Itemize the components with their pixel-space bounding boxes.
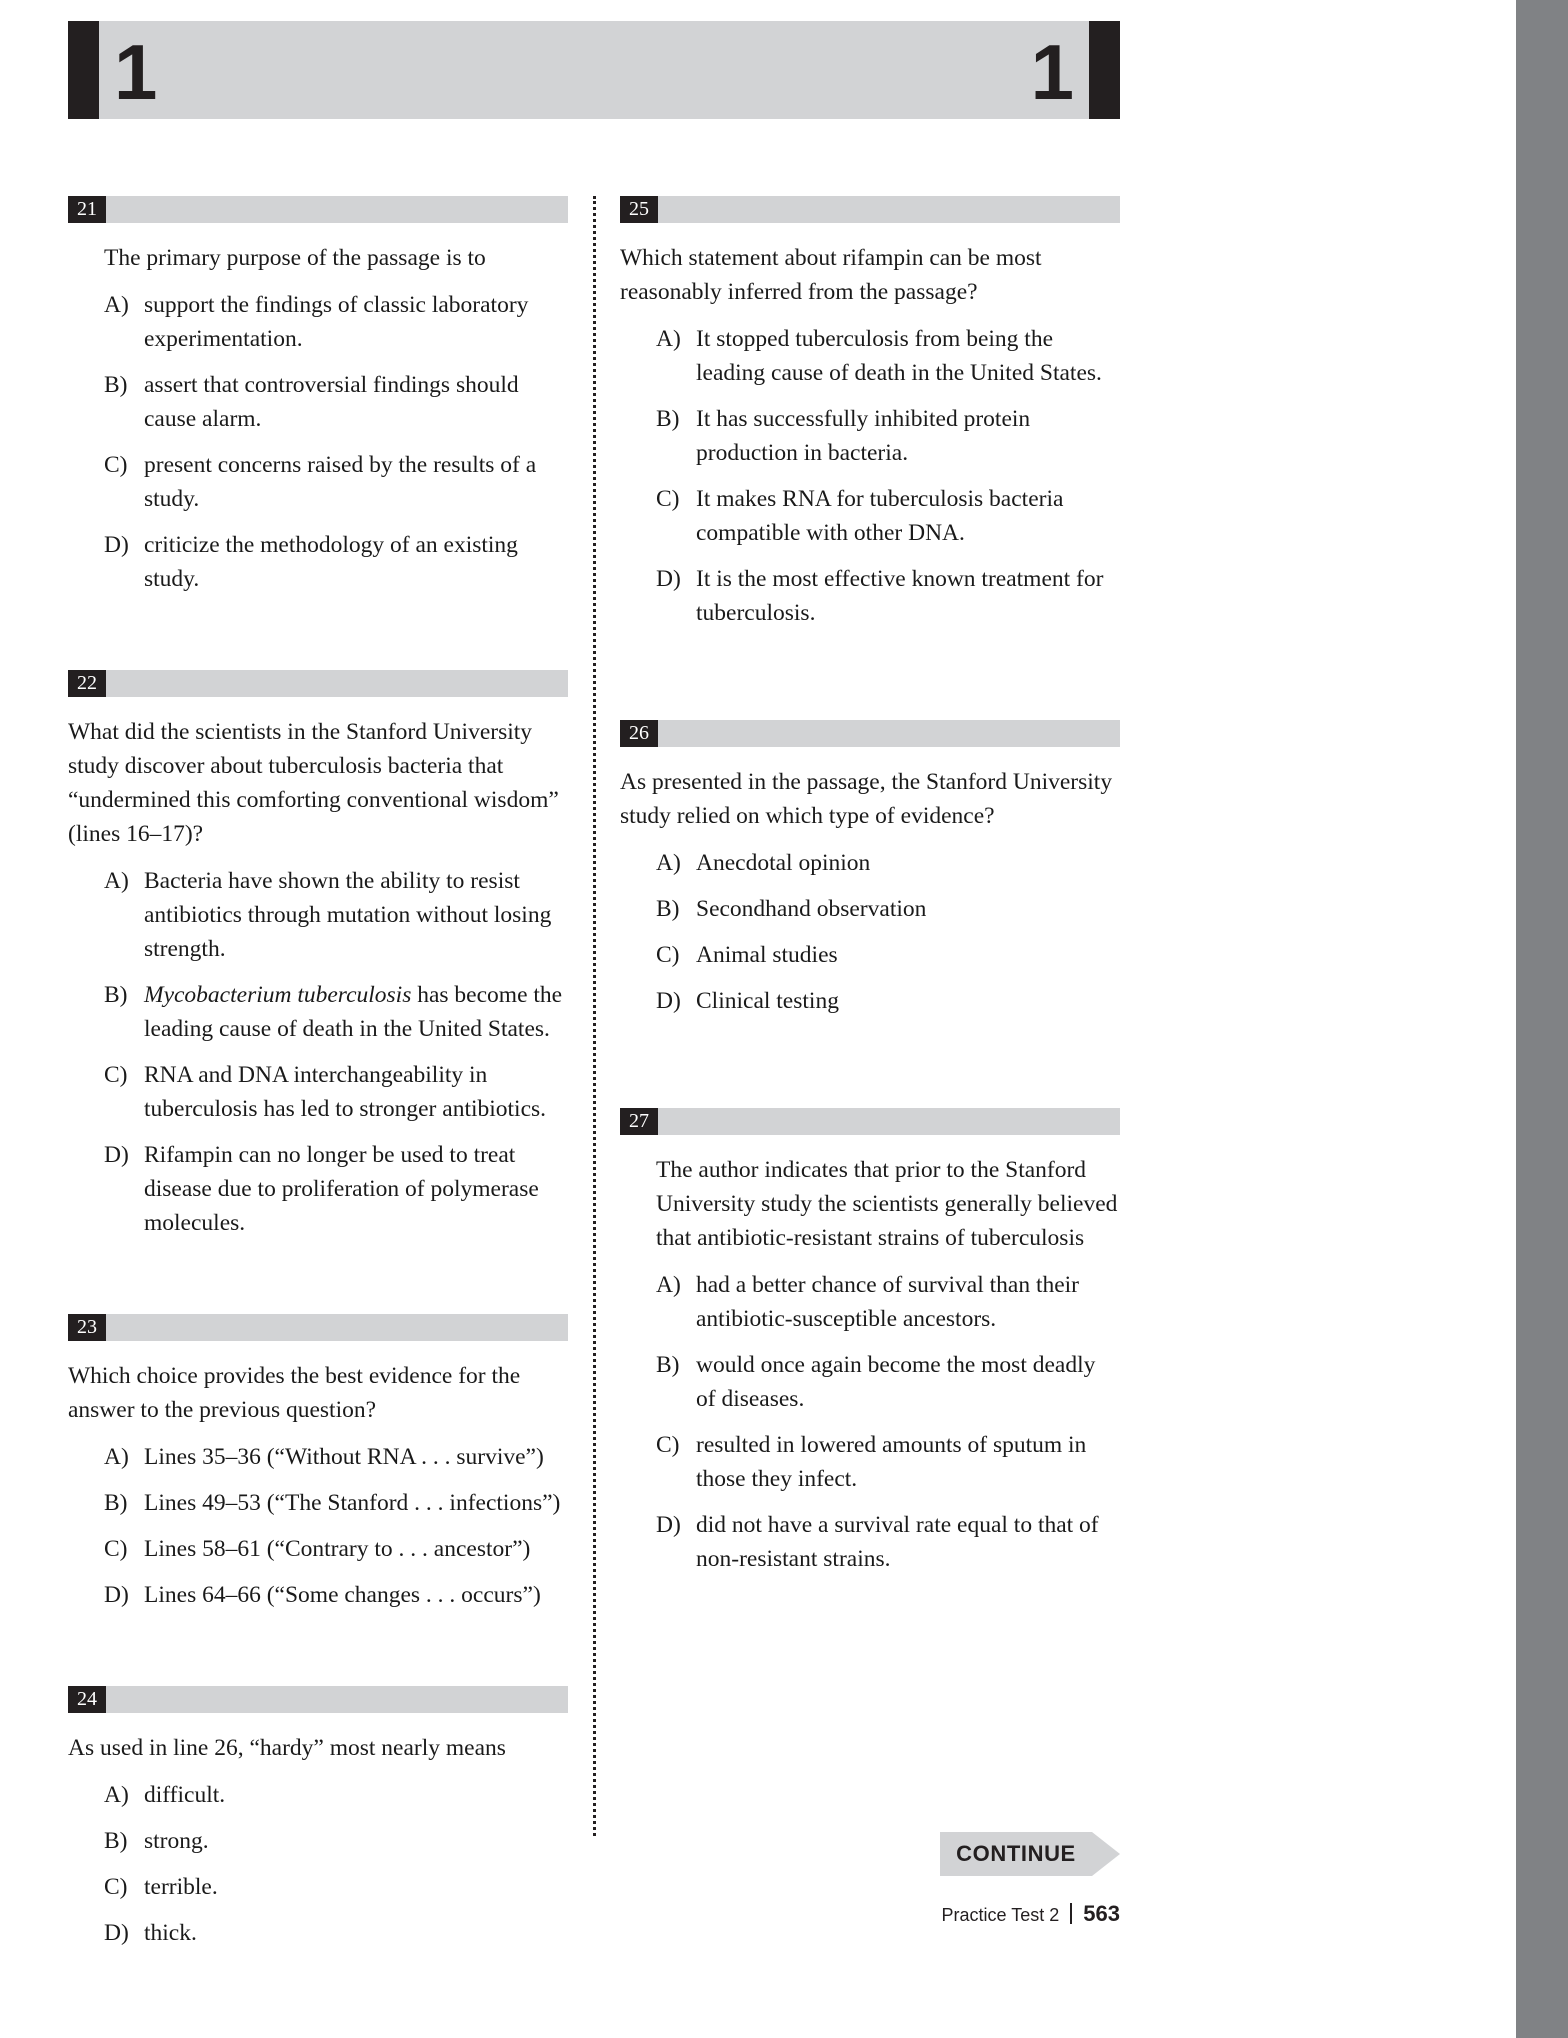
answer-choice-text: would once again become the most deadly of diseases. — [696, 1352, 1096, 1412]
answer-choice-text: Lines 49–53 (“The Stanford . . . infections”) — [144, 1490, 561, 1516]
answer-choice-text: It is the most effective known treatment for tuberculosis. — [696, 566, 1104, 626]
answer-choice[interactable] — [68, 528, 568, 596]
answer-choice-letter: C) — [104, 1874, 128, 1900]
answer-choice-letter: A) — [656, 850, 681, 876]
answer-choice[interactable] — [620, 1268, 1120, 1336]
answer-choice[interactable] — [68, 1916, 568, 1950]
left-column — [68, 196, 568, 1962]
section-number-right: 1 — [1030, 28, 1074, 116]
answer-choice[interactable] — [620, 482, 1120, 550]
answer-choice[interactable] — [620, 938, 1120, 972]
answer-choice[interactable] — [68, 1532, 568, 1566]
answer-choice-list — [68, 1778, 568, 1950]
answer-choice-letter: D) — [656, 566, 681, 592]
answer-choice-text: Lines 58–61 (“Contrary to . . . ancestor”) — [144, 1536, 531, 1562]
answer-choice-text: Mycobacterium tuberculosis has become the leading cause of death in the United States. — [144, 982, 563, 1042]
answer-choice[interactable] — [68, 1058, 568, 1126]
header-left-black-cap — [68, 21, 99, 119]
right-column — [620, 196, 1120, 1588]
question-spacer — [68, 608, 568, 670]
question-spacer — [68, 1252, 568, 1314]
answer-choice-letter: D) — [656, 988, 681, 1014]
question-block — [68, 196, 568, 596]
question-block — [620, 720, 1120, 1018]
answer-choice[interactable] — [620, 562, 1120, 630]
continue-label: CONTINUE — [956, 1841, 1076, 1866]
question-header-band — [620, 1108, 1120, 1135]
answer-choice-letter: C) — [104, 1536, 128, 1562]
answer-choice[interactable] — [68, 288, 568, 356]
question-header-band — [68, 196, 568, 223]
answer-choice[interactable] — [68, 1578, 568, 1612]
question-number: 27 — [620, 1108, 658, 1135]
question-stem: As presented in the passage, the Stanford University study relied on which type of evidence? — [620, 769, 1113, 829]
answer-choice[interactable] — [68, 864, 568, 966]
question-block — [620, 1108, 1120, 1576]
answer-choice-letter: B) — [656, 896, 680, 922]
answer-choice[interactable] — [68, 368, 568, 436]
answer-choice-letter: D) — [104, 1920, 129, 1946]
answer-choice-list — [68, 864, 568, 1240]
answer-choice-text: RNA and DNA interchangeability in tuberculosis has led to stronger antibiotics. — [144, 1062, 547, 1122]
answer-choice-text: Anecdotal opinion — [696, 850, 871, 876]
page-edge-white-gap — [1468, 0, 1516, 2038]
question-block — [68, 1314, 568, 1612]
answer-choice-letter: B) — [104, 372, 128, 398]
question-header-band — [68, 670, 568, 697]
question-number: 23 — [68, 1314, 106, 1341]
answer-choice[interactable] — [620, 892, 1120, 926]
answer-choice-letter: A) — [656, 1272, 681, 1298]
answer-choice[interactable] — [68, 978, 568, 1046]
answer-choice-text: Bacteria have shown the ability to resist antibiotics through mutation without losing strength. — [144, 868, 552, 962]
answer-choice-letter: B) — [104, 982, 128, 1008]
question-block — [68, 1686, 568, 1950]
answer-choice[interactable] — [620, 846, 1120, 880]
answer-choice-letter: D) — [104, 532, 129, 558]
answer-choice[interactable] — [620, 1428, 1120, 1496]
question-spacer — [620, 642, 1120, 720]
answer-choice-text: thick. — [144, 1920, 197, 1946]
answer-choice-letter: C) — [656, 486, 680, 512]
page-edge-gray-strip — [1516, 0, 1568, 2038]
answer-choice-letter: B) — [656, 1352, 680, 1378]
question-number: 24 — [68, 1686, 106, 1713]
footer-page-number: 563 — [1083, 1901, 1120, 1926]
answer-choice-letter: A) — [104, 292, 129, 318]
answer-choice-text: It has successfully inhibited protein production in bacteria. — [696, 406, 1031, 466]
question-stem: What did the scientists in the Stanford University study discover about tuberculosis bacteria that “undermined this comforting conventional wisdom” (lines 16–17)? — [68, 719, 559, 847]
question-header-band — [68, 1314, 568, 1341]
species-name-italic: Mycobacterium tuberculosis — [144, 982, 412, 1008]
header-gray-band — [68, 21, 1120, 119]
answer-choice-letter: B) — [656, 406, 680, 432]
question-stem: As used in line 26, “hardy” most nearly means — [68, 1735, 506, 1761]
question-stem: The author indicates that prior to the Stanford University study the scientists generally believed that antibiotic-resistant strains of tuberculosis — [656, 1157, 1118, 1251]
answer-choice-text: It makes RNA for tuberculosis bacteria compatible with other DNA. — [696, 486, 1064, 546]
question-stem: Which choice provides the best evidence for the answer to the previous question? — [68, 1363, 521, 1423]
answer-choice-letter: D) — [656, 1512, 681, 1538]
answer-choice-text: Secondhand observation — [696, 896, 927, 922]
answer-choice-letter: B) — [104, 1828, 128, 1854]
continue-arrow-icon — [1092, 1832, 1120, 1876]
answer-choice-letter: A) — [104, 868, 129, 894]
answer-choice-text: resulted in lowered amounts of sputum in those they infect. — [696, 1432, 1087, 1492]
answer-choice-text: Rifampin can no longer be used to treat disease due to proliferation of polymerase molecules. — [144, 1142, 539, 1236]
column-divider — [593, 196, 596, 1836]
question-block — [68, 670, 568, 1240]
answer-choice-letter: C) — [104, 452, 128, 478]
question-number: 21 — [68, 196, 106, 223]
question-header-band — [620, 720, 1120, 747]
question-spacer — [620, 1030, 1120, 1108]
answer-choice-text: assert that controversial findings should cause alarm. — [144, 372, 519, 432]
answer-choice-text: did not have a survival rate equal to that of non-resistant strains. — [696, 1512, 1099, 1572]
question-number: 25 — [620, 196, 658, 223]
answer-choice-text: Lines 35–36 (“Without RNA . . . survive”) — [144, 1444, 544, 1470]
section-running-header — [68, 21, 1120, 119]
page-footer — [942, 1900, 1120, 1927]
question-number: 26 — [620, 720, 658, 747]
answer-choice-letter: B) — [104, 1490, 128, 1516]
answer-choice-text: It stopped tuberculosis from being the leading cause of death in the United States. — [696, 326, 1102, 386]
answer-choice[interactable] — [68, 1486, 568, 1520]
answer-choice[interactable] — [68, 448, 568, 516]
question-header-band — [68, 1686, 568, 1713]
answer-choice-text: Animal studies — [696, 942, 838, 968]
answer-choice-letter: D) — [104, 1582, 129, 1608]
answer-choice-text: Lines 64–66 (“Some changes . . . occurs”) — [144, 1582, 541, 1608]
answer-choice[interactable] — [68, 1440, 568, 1474]
answer-choice[interactable] — [620, 984, 1120, 1018]
answer-choice-text: had a better chance of survival than their antibiotic-susceptible ancestors. — [696, 1272, 1080, 1332]
answer-choice-text: support the findings of classic laboratory experimentation. — [144, 292, 529, 352]
question-stem: Which statement about rifampin can be most reasonably inferred from the passage? — [620, 245, 1042, 305]
answer-choice[interactable] — [68, 1870, 568, 1904]
answer-choice-list — [620, 1268, 1120, 1576]
answer-choice-letter: C) — [656, 1432, 680, 1458]
question-spacer — [68, 1624, 568, 1686]
answer-choice-letter: C) — [656, 942, 680, 968]
question-stem: The primary purpose of the passage is to — [104, 245, 486, 271]
continue-banner — [940, 1832, 1120, 1876]
answer-choice-list — [620, 846, 1120, 1018]
answer-choice-list — [68, 288, 568, 596]
answer-choice-text: terrible. — [144, 1874, 218, 1900]
answer-choice[interactable] — [620, 1348, 1120, 1416]
answer-choice-letter: A) — [656, 326, 681, 352]
answer-choice-text: difficult. — [144, 1782, 226, 1808]
question-block — [620, 196, 1120, 630]
answer-choice-text: strong. — [144, 1828, 209, 1854]
answer-choice-letter: A) — [104, 1782, 129, 1808]
answer-choice-text: present concerns raised by the results of a study. — [144, 452, 537, 512]
answer-choice[interactable] — [68, 1138, 568, 1240]
answer-choice-list — [620, 322, 1120, 630]
answer-choice-list — [68, 1440, 568, 1612]
answer-choice-letter: A) — [104, 1444, 129, 1470]
answer-choice[interactable] — [620, 322, 1120, 390]
answer-choice[interactable] — [620, 402, 1120, 470]
header-right-black-cap — [1089, 21, 1120, 119]
answer-choice-text: criticize the methodology of an existing study. — [144, 532, 518, 592]
answer-choice[interactable] — [68, 1824, 568, 1858]
section-number-left: 1 — [114, 28, 158, 116]
footer-test-label: Practice Test 2 — [941, 1905, 1060, 1925]
question-header-band — [620, 196, 1120, 223]
answer-choice-letter: D) — [104, 1142, 129, 1168]
answer-choice[interactable] — [68, 1778, 568, 1812]
answer-choice-text: Clinical testing — [696, 988, 839, 1014]
question-number: 22 — [68, 670, 106, 697]
answer-choice[interactable] — [620, 1508, 1120, 1576]
footer-divider-rule — [1070, 1903, 1072, 1924]
answer-choice-letter: C) — [104, 1062, 128, 1088]
